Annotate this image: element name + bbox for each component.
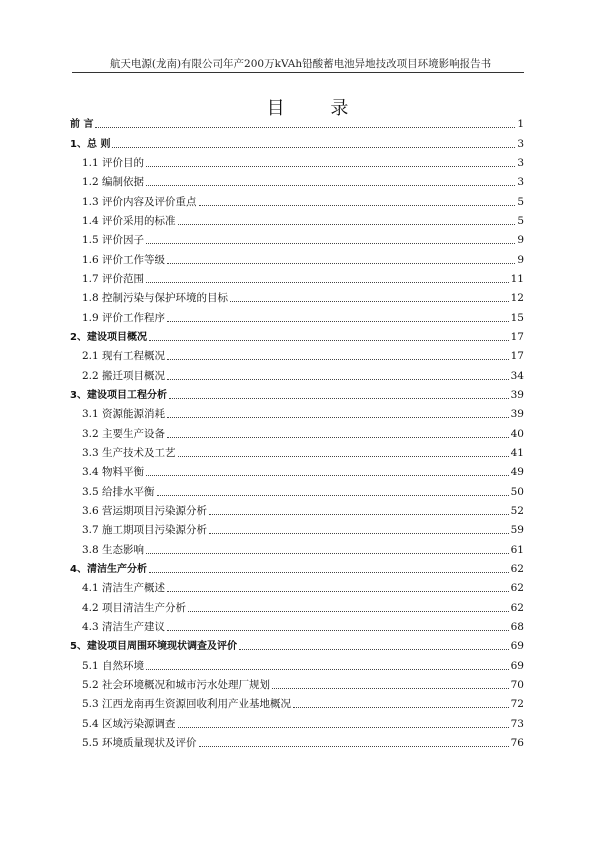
toc-section-entry[interactable] xyxy=(70,286,524,305)
toc-chapter-entry[interactable] xyxy=(70,557,524,576)
toc-entry-title: 5.5 环境质量现状及评价 xyxy=(82,736,197,749)
toc-chapter-entry[interactable] xyxy=(70,131,524,150)
toc-page-number: 62 xyxy=(510,601,524,614)
toc-page-number: 68 xyxy=(510,620,524,633)
toc-section-entry[interactable] xyxy=(70,421,524,440)
toc-chapter-entry[interactable] xyxy=(70,383,524,402)
toc-page-number: 5 xyxy=(517,195,524,208)
toc-entry-title: 2.2 搬迁项目概况 xyxy=(82,369,166,382)
dot-leader xyxy=(146,185,515,186)
dot-leader xyxy=(149,340,509,341)
toc-section-entry[interactable] xyxy=(70,595,524,614)
toc-section-entry[interactable] xyxy=(70,363,524,382)
toc-entry-title: 5.1 自然环境 xyxy=(82,659,145,672)
header-rule xyxy=(72,72,524,73)
toc-entry-title: 1、总 则 xyxy=(70,138,111,150)
running-header: 航天电源(龙南)有限公司年产200万kVAh铅酸蓄电池异地技改项目环境影响报告书 xyxy=(109,58,492,70)
toc-page-number: 52 xyxy=(510,504,524,517)
toc-entry-title: 1.2 编制依据 xyxy=(82,176,145,189)
toc-page-number: 3 xyxy=(517,176,524,189)
table-of-contents xyxy=(70,112,524,750)
toc-entry-title: 1.4 评价采用的标准 xyxy=(82,214,176,227)
page-title: 目 录 xyxy=(266,98,369,119)
dot-leader xyxy=(157,495,509,496)
dot-leader xyxy=(230,301,509,302)
dot-leader xyxy=(178,456,509,457)
toc-entry-title: 3.7 施工期项目污染源分析 xyxy=(82,524,208,537)
toc-entry-title: 3.3 生产技术及工艺 xyxy=(82,446,176,459)
toc-entry-title: 3.5 给排水平衡 xyxy=(82,485,155,498)
toc-entry-title: 2、建设项目概况 xyxy=(70,331,147,343)
toc-entry-title: 5.3 江西龙南再生资源回收利用产业基地概况 xyxy=(82,698,292,711)
toc-page-number: 17 xyxy=(510,330,524,343)
toc-entry-title: 3.6 营运期项目污染源分析 xyxy=(82,504,208,517)
toc-entry-title: 5.2 社会环境概况和城市污水处理厂规划 xyxy=(82,678,271,691)
toc-section-entry[interactable] xyxy=(70,402,524,421)
dot-leader xyxy=(178,224,516,225)
toc-page-number: 3 xyxy=(517,156,524,169)
toc-page-number: 41 xyxy=(510,446,524,459)
toc-chapter-entry[interactable] xyxy=(70,634,524,653)
toc-page-number: 49 xyxy=(510,466,524,479)
toc-page-number: 34 xyxy=(510,369,524,382)
toc-section-entry[interactable] xyxy=(70,247,524,266)
toc-entry-title: 4.3 清洁生产建议 xyxy=(82,620,166,633)
dot-leader xyxy=(178,727,509,728)
dot-leader xyxy=(209,514,509,515)
toc-entry-title: 5、建设项目周围环境现状调查及评价 xyxy=(70,641,237,653)
toc-section-entry[interactable] xyxy=(70,615,524,634)
toc-entry-title: 3.1 资源能源消耗 xyxy=(82,408,166,421)
toc-page-number: 72 xyxy=(510,698,524,711)
toc-entry-title: 3.4 物料平衡 xyxy=(82,466,145,479)
toc-page-number: 69 xyxy=(510,659,524,672)
toc-entry-title: 4.1 清洁生产概述 xyxy=(82,582,166,595)
toc-entry-title: 1.6 评价工作等级 xyxy=(82,253,166,266)
toc-page-number: 50 xyxy=(510,485,524,498)
dot-leader xyxy=(167,417,509,418)
toc-page-number: 70 xyxy=(510,678,524,691)
toc-section-entry[interactable] xyxy=(70,209,524,228)
toc-section-entry[interactable] xyxy=(70,711,524,730)
toc-chapter-entry[interactable] xyxy=(70,112,524,131)
toc-entry-title: 前 言 xyxy=(70,119,94,131)
dot-leader xyxy=(199,205,516,206)
toc-entry-title: 3.2 主要生产设备 xyxy=(82,427,166,440)
dot-leader xyxy=(209,533,509,534)
toc-section-entry[interactable] xyxy=(70,692,524,711)
toc-section-entry[interactable] xyxy=(70,518,524,537)
toc-section-entry[interactable] xyxy=(70,441,524,460)
toc-section-entry[interactable] xyxy=(70,305,524,324)
dot-leader xyxy=(272,688,509,689)
toc-section-entry[interactable] xyxy=(70,576,524,595)
toc-entry-title: 1.7 评价范围 xyxy=(82,272,145,285)
toc-section-entry[interactable] xyxy=(70,673,524,692)
toc-page-number: 17 xyxy=(510,350,524,363)
toc-page-number: 3 xyxy=(517,137,524,150)
toc-page-number: 40 xyxy=(510,427,524,440)
toc-entry-title: 2.1 现有工程概况 xyxy=(82,350,166,363)
dot-leader xyxy=(146,475,509,476)
toc-page-number: 1 xyxy=(517,118,524,131)
toc-section-entry[interactable] xyxy=(70,479,524,498)
dot-leader xyxy=(167,321,509,322)
toc-page-number: 62 xyxy=(510,582,524,595)
toc-entry-title: 1.1 评价目的 xyxy=(82,156,145,169)
toc-section-entry[interactable] xyxy=(70,189,524,208)
toc-section-entry[interactable] xyxy=(70,267,524,286)
toc-page-number: 9 xyxy=(517,234,524,247)
dot-leader xyxy=(146,282,509,283)
dot-leader xyxy=(146,669,509,670)
dot-leader xyxy=(167,263,515,264)
dot-leader xyxy=(167,437,509,438)
toc-page-number: 61 xyxy=(510,543,524,556)
toc-page-number: 62 xyxy=(510,562,524,575)
toc-section-entry[interactable] xyxy=(70,499,524,518)
toc-page-number: 76 xyxy=(510,736,524,749)
toc-entry-title: 1.3 评价内容及评价重点 xyxy=(82,195,197,208)
toc-page-number: 11 xyxy=(510,272,524,285)
toc-chapter-entry[interactable] xyxy=(70,325,524,344)
dot-leader xyxy=(146,553,509,554)
dot-leader xyxy=(112,147,515,148)
dot-leader xyxy=(167,591,509,592)
toc-page-number: 73 xyxy=(510,717,524,730)
toc-entry-title: 1.9 评价工作程序 xyxy=(82,311,166,324)
dot-leader xyxy=(169,398,509,399)
toc-section-entry[interactable] xyxy=(70,731,524,750)
toc-entry-title: 1.5 评价因子 xyxy=(82,234,145,247)
toc-page-number: 59 xyxy=(510,524,524,537)
toc-section-entry[interactable] xyxy=(70,344,524,363)
toc-section-entry[interactable] xyxy=(70,653,524,672)
dot-leader xyxy=(146,243,515,244)
toc-page-number: 15 xyxy=(510,311,524,324)
toc-entry-title: 3、建设项目工程分析 xyxy=(70,389,167,401)
toc-page-number: 9 xyxy=(517,253,524,266)
toc-entry-title: 5.4 区域污染源调查 xyxy=(82,717,176,730)
dot-leader xyxy=(167,630,509,631)
toc-page-number: 12 xyxy=(510,292,524,305)
toc-page-number: 5 xyxy=(517,214,524,227)
toc-section-entry[interactable] xyxy=(70,537,524,556)
toc-page-number: 39 xyxy=(510,388,524,401)
toc-section-entry[interactable] xyxy=(70,170,524,189)
toc-entry-title: 3.8 生态影响 xyxy=(82,543,145,556)
toc-entry-title: 1.8 控制污染与保护环境的目标 xyxy=(82,292,229,305)
toc-page-number: 39 xyxy=(510,408,524,421)
toc-page-number: 69 xyxy=(510,640,524,653)
dot-leader xyxy=(188,611,509,612)
toc-section-entry[interactable] xyxy=(70,228,524,247)
toc-section-entry[interactable] xyxy=(70,151,524,170)
dot-leader xyxy=(293,707,509,708)
dot-leader xyxy=(95,127,515,128)
toc-entry-title: 4、清洁生产分析 xyxy=(70,563,147,575)
toc-section-entry[interactable] xyxy=(70,460,524,479)
dot-leader xyxy=(167,359,509,360)
dot-leader xyxy=(167,379,509,380)
toc-entry-title: 4.2 项目清洁生产分析 xyxy=(82,601,187,614)
dot-leader xyxy=(146,166,515,167)
dot-leader xyxy=(199,746,509,747)
dot-leader xyxy=(149,572,509,573)
dot-leader xyxy=(239,649,509,650)
